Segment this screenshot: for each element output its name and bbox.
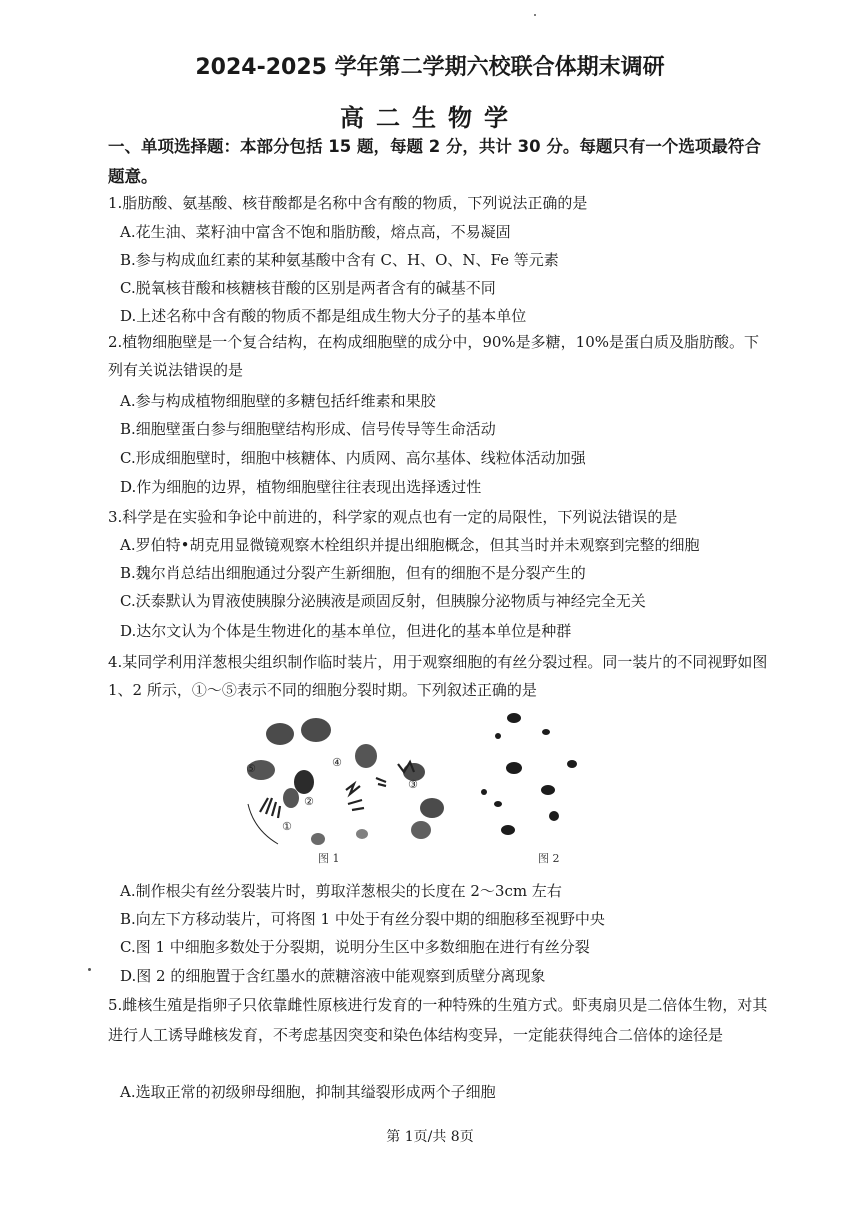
question-4-option-c: C.图 1 中细胞多数处于分裂期，说明分生区中多数细胞在进行有丝分裂: [120, 938, 590, 956]
figure-2-caption: 图 2: [538, 852, 560, 865]
page-number: 第 1页/共 8页: [386, 1129, 474, 1145]
question-3-option-d: D.达尔文认为个体是生物进化的基本单位，但进化的基本单位是种群: [120, 622, 572, 640]
section-heading: 一、单项选择题：本部分包括 15 题，每题 2 分，共计 30 分。每题只有一个选项最符合题意。: [108, 137, 761, 186]
question-1-option-a: A.花生油、菜籽油中富含不饱和脂肪酸，熔点高，不易凝固: [120, 223, 511, 241]
cell-marker-1: ①: [282, 820, 292, 833]
question-3-stem: 3.科学是在实验和争论中前进的，科学家的观点也有一定的局限性，下列说法错误的是: [108, 508, 678, 526]
micrograph-illustration: [236, 712, 606, 872]
exam-title: 2024-2025 学年第二学期六校联合体期末调研: [195, 55, 665, 80]
question-2-stem: 2.植物细胞壁是一个复合结构，在构成细胞壁的成分中，90%是多糖，10%是蛋白质及脂肪酸。下列有关说法错误的是: [108, 333, 759, 379]
question-2-option-b: B.细胞壁蛋白参与细胞壁结构形成、信号传导等生命活动: [120, 420, 496, 438]
question-1-option-d: D.上述名称中含有酸的物质不都是组成生物大分子的基本单位: [120, 307, 527, 325]
question-2-option-d: D.作为细胞的边界，植物细胞壁往往表现出选择透过性: [120, 478, 482, 496]
subject-title: 高二生物学: [340, 104, 520, 132]
question-1-option-b: B.参与构成血红素的某种氨基酸中含有 C、H、O、N、Fe 等元素: [120, 251, 559, 269]
cell-marker-4: ④: [332, 756, 342, 769]
question-3-option-b: B.魏尔肖总结出细胞通过分裂产生新细胞，但有的细胞不是分裂产生的: [120, 564, 586, 582]
question-3-option-c: C.沃泰默认为胃液使胰腺分泌胰液是顽固反射，但胰腺分泌物质与神经完全无关: [120, 592, 646, 610]
mitosis-figure: [236, 712, 606, 872]
question-1-option-c: C.脱氧核苷酸和核糖核苷酸的区别是两者含有的碱基不同: [120, 279, 496, 297]
question-5-option-a: A.选取正常的初级卵母细胞，抑制其缢裂形成两个子细胞: [120, 1083, 496, 1101]
question-4-stem: 4.某同学利用洋葱根尖组织制作临时装片，用于观察细胞的有丝分裂过程。同一装片的不同视野如图 1、2 所示，①～⑤表示不同的细胞分裂时期。下列叙述正确的是: [108, 653, 768, 699]
scan-speck: [534, 14, 536, 16]
question-4-option-a: A.制作根尖有丝分裂装片时，剪取洋葱根尖的长度在 2～3cm 左右: [120, 882, 562, 900]
question-5-stem: 5.雌核生殖是指卵子只依靠雌性原核进行发育的一种特殊的生殖方式。虾夷扇贝是二倍体生物，对其进行人工诱导雌核发育，不考虑基因突变和染色体结构变异，一定能获得纯合二倍体的途径是: [108, 996, 768, 1044]
question-2-option-a: A.参与构成植物细胞壁的多糖包括纤维素和果胶: [120, 392, 436, 410]
question-2-option-c: C.形成细胞壁时，细胞中核糖体、内质网、高尔基体、线粒体活动加强: [120, 449, 586, 467]
figure-1-caption: 图 1: [318, 852, 340, 865]
question-3-option-a: A.罗伯特•胡克用显微镜观察木栓组织并提出细胞概念，但其当时并未观察到完整的细胞: [120, 536, 700, 554]
figure-2-cells: [481, 713, 577, 835]
question-1-stem: 1.脂肪酸、氨基酸、核苷酸都是名称中含有酸的物质，下列说法正确的是: [108, 194, 588, 212]
scan-speck: [88, 968, 91, 971]
cell-marker-5: ⑤: [246, 762, 256, 775]
cell-marker-3: ③: [408, 778, 418, 791]
cell-marker-2: ②: [304, 795, 314, 808]
question-4-option-b: B.向左下方移动装片，可将图 1 中处于有丝分裂中期的细胞移至视野中央: [120, 910, 605, 928]
question-4-option-d: D.图 2 的细胞置于含红墨水的蔗糖溶液中能观察到质壁分离现象: [120, 967, 546, 985]
